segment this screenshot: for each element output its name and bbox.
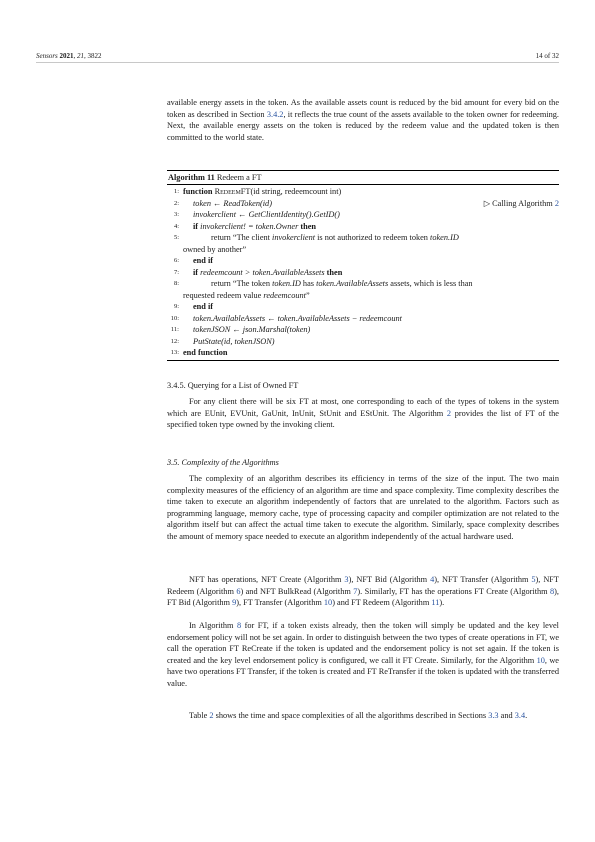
keyword-if: if <box>193 221 199 231</box>
line-text: ” <box>305 290 310 300</box>
line-number: 3: <box>173 211 179 218</box>
algorithm-line-8-cont <box>167 290 559 302</box>
line-var: invokerclient <box>272 233 316 242</box>
paragraph-text: In Algorithm <box>189 621 237 630</box>
algorithm-line-11 <box>167 324 559 336</box>
journal-year: 2021 <box>59 52 74 60</box>
keyword-then: then <box>326 267 343 277</box>
algorithm-line-4 <box>167 221 559 233</box>
paragraph-text: ). Similarly, FT has the operations FT Create (Algorithm <box>357 586 550 596</box>
algorithm-line-8 <box>167 278 559 290</box>
paragraph-text: ), FT Transfer (Algorithm <box>236 598 324 607</box>
condition: redeemcount > token.AvailableAssets <box>200 267 325 277</box>
algorithm-link-10[interactable]: 10 <box>323 598 333 607</box>
algorithm-line-12 <box>167 336 559 348</box>
line-number: 2: <box>173 199 179 207</box>
section-heading-3-4-5: 3.4.5. Querying for a List of Owned FT <box>167 381 299 390</box>
keyword-end-function: end function <box>183 348 228 357</box>
line-code: tokenJSON ← json.Marshal(token) <box>193 325 311 334</box>
line-code: token.AvailableAssets ← token.AvailableAssets − redeemcount <box>193 313 402 323</box>
paragraph-text: ) and NFT BulkRead (Algorithm <box>240 586 354 596</box>
journal-name: Sensors <box>36 52 58 60</box>
table-link-2[interactable]: 2 <box>209 711 214 720</box>
section-link-3-3[interactable]: 3.3 <box>488 711 499 720</box>
function-name: RedeemFT <box>214 187 251 196</box>
algorithm-link-9[interactable]: 9 <box>232 598 237 607</box>
algorithm-link-3[interactable]: 3 <box>344 575 349 584</box>
section-3-5-paragraph-4 <box>167 710 559 722</box>
line-var: redeemcount <box>263 290 306 300</box>
line-number: 7: <box>173 268 179 276</box>
line-number: 1: <box>173 188 179 195</box>
section-3-5-paragraph-3 <box>167 620 559 689</box>
condition: invokerclient! = token.Owner <box>200 221 299 231</box>
line-number: 13: <box>170 349 179 356</box>
paragraph-text: ). <box>439 598 445 607</box>
running-header-citation: Sensors 2021, 21, 3822 <box>36 52 102 60</box>
section-link-3-4-2[interactable]: 3.4.2 <box>266 109 284 119</box>
algorithm-line-9 <box>167 301 559 313</box>
paragraph-text: For any client there will be six FT at most, one corresponding to each of the types of tokens in the system which are EUnit, EVUnit, GaUnit, InUnit, StUnit and EStUnit. The Algorithm <box>167 397 559 418</box>
keyword-function: function <box>183 187 213 196</box>
intro-paragraph <box>167 97 559 143</box>
paragraph-text: provides the list of FT of the specified token type owned by the invoking client. <box>167 408 559 429</box>
paragraph-text: ), NFT Transfer (Algorithm <box>434 575 532 584</box>
line-code: invokerclient ← GetClientIdentity().GetID() <box>193 210 340 219</box>
algorithm-11-box <box>167 170 559 361</box>
line-var: token.AvailableAssets <box>316 279 389 288</box>
algorithm-link-7[interactable]: 7 <box>353 586 358 596</box>
algorithm-link-8[interactable]: 8 <box>236 621 242 630</box>
algorithm-link-2[interactable]: 2 <box>446 408 452 418</box>
article-number: 3822 <box>87 52 102 60</box>
page-number: 14 of 32 <box>535 52 559 60</box>
keyword-if: if <box>193 267 199 277</box>
algorithm-line-6 <box>167 255 559 267</box>
line-code: token ← ReadToken(id) <box>193 198 272 208</box>
line-text: assets, which is less than <box>388 279 473 288</box>
line-number: 5: <box>173 234 179 241</box>
line-comment <box>484 198 559 210</box>
paragraph-text: shows the time and space complexities of all the algorithms described in Sections <box>213 711 489 720</box>
algorithm-line-10 <box>167 313 559 325</box>
line-text: has <box>300 279 317 288</box>
algorithm-title: Redeem a FT <box>216 173 262 182</box>
algorithm-link-10[interactable]: 10 <box>536 655 545 665</box>
line-text: owned by another” <box>183 244 247 254</box>
section-3-4-5-paragraph <box>167 396 559 431</box>
algorithm-lines <box>167 185 559 359</box>
line-number: 4: <box>173 222 179 230</box>
keyword-end-if: end if <box>193 302 214 311</box>
line-var: token.ID <box>272 279 301 288</box>
paragraph-text: ), FT Bid (Algorithm <box>167 586 559 607</box>
line-number: 8: <box>173 280 179 287</box>
algorithm-link-8[interactable]: 8 <box>550 586 555 596</box>
algorithm-line-5-cont <box>167 244 559 256</box>
section-heading-3-5: 3.5. Complexity of the Algorithms <box>167 458 279 467</box>
line-number: 6: <box>173 257 179 264</box>
algorithm-line-3 <box>167 209 559 221</box>
algorithm-label: Algorithm 11 <box>168 173 215 182</box>
header-divider <box>36 62 559 63</box>
comment-text: ▷ Calling Algorithm <box>483 198 555 208</box>
line-number: 9: <box>173 303 179 310</box>
intro-text-2: , it reflects the true count of the assets available to the token owner for redeeming. Next, the available energy assets on the token is reduced by the redeem value and the updated token is then committed to the world state. <box>167 109 559 142</box>
section-3-5-paragraph-2 <box>167 574 559 609</box>
algorithm-line-1 <box>167 186 559 198</box>
line-number: 11: <box>170 326 179 333</box>
paragraph-text: ), NFT Redeem (Algorithm <box>167 575 559 596</box>
line-number: 10: <box>170 314 179 322</box>
line-text: requested redeem value <box>183 290 264 300</box>
keyword-then: then <box>300 221 317 231</box>
keyword-end-if: end if <box>193 256 214 265</box>
algorithm-caption <box>167 171 559 184</box>
algorithm-link-6[interactable]: 6 <box>236 586 241 596</box>
paragraph-text: ) and FT Redeem (Algorithm <box>332 598 432 607</box>
algorithm-line-13 <box>167 347 559 359</box>
paragraph-text: and <box>498 711 515 720</box>
algorithm-line-2 <box>167 198 559 210</box>
function-args: (id string, redeemcount int) <box>250 187 342 196</box>
algorithm-link-11[interactable]: 11 <box>431 598 440 607</box>
paragraph-text: Table <box>189 711 210 720</box>
algorithm-line-7 <box>167 267 559 279</box>
line-text: return “The client <box>211 233 273 242</box>
paragraph-text: NFT has operations, NFT Create (Algorithm <box>189 575 345 584</box>
line-var: token.ID <box>430 233 459 242</box>
paragraph-text: , we have two operations FT Transfer, if the token is created and FT ReTransfer if the token is updated with the transferred value. <box>167 655 559 688</box>
algorithm-link-2[interactable]: 2 <box>554 198 559 208</box>
algorithm-bottom-rule <box>167 360 559 361</box>
line-text: is not authorized to redeem token <box>315 233 431 242</box>
journal-volume: 21 <box>77 52 85 60</box>
intro-text-1: available energy assets in the token. As the available assets count is reduced by the bid amount for every bid on the token as described in Section <box>167 98 559 119</box>
paragraph-text: The complexity of an algorithm describes its efficiency in terms of the size of the input. The two main complexity measures of the efficiency of an algorithm are time and space complexity. Time complexity describes the time taken to execute an algorithm independently of factors that are unrelated to the algorithm. Factors such as programming language, memory cache, type of processing capacity and compiler optimization are not related to the algorithm itself but can affect the actual time taken to execute the algorithm. Similarly, space complexity describes the amount of memory space needed to execute an algorithm independently of the actual hardware used. <box>167 474 559 541</box>
algorithm-link-5[interactable]: 5 <box>531 575 536 584</box>
paragraph-text: ), NFT Bid (Algorithm <box>348 575 431 584</box>
algorithm-link-4[interactable]: 4 <box>430 575 435 584</box>
line-number: 12: <box>170 337 179 345</box>
line-code: PutState(id, tokenJSON) <box>193 336 275 346</box>
line-text: return “The token <box>211 279 273 288</box>
section-link-3-4[interactable]: 3.4 <box>514 711 526 720</box>
section-3-5-paragraph-1 <box>167 473 559 542</box>
paragraph-text: for FT, if a token exists already, then the token will simply be updated and the key level endorsement policy will not be set again. In order to distinguish between the two types of create operations in FT, we call the operation FT ReCreate if the token is updated and the endorsement policy is not set again. If the token is created and the key level endorsement policy is configured, we call it FT Create. Similarly, for the Algorithm <box>167 621 559 665</box>
paragraph-text: . <box>525 711 528 720</box>
algorithm-line-5 <box>167 232 559 244</box>
